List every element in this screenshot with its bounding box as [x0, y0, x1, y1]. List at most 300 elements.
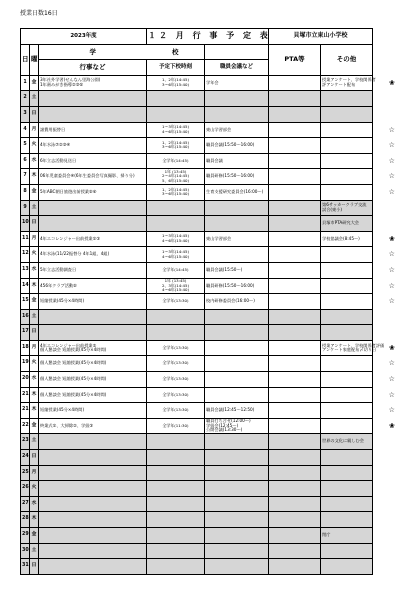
day-row	[21, 325, 411, 341]
event-cell-line: 4年エコレンジャー出前授業②	[40, 342, 97, 348]
dismissal-time-cell	[147, 200, 205, 216]
day-number: 28	[21, 512, 30, 528]
event-cell	[39, 278, 147, 294]
dismissal-time-cell	[147, 184, 205, 200]
staff-meeting-cell	[205, 184, 269, 200]
dismissal-time-cell	[147, 372, 205, 388]
staff-meeting-cell-line: 職員研修(15:50～16:00)	[206, 173, 255, 179]
day-of-week: 金	[30, 528, 39, 544]
day-number: 1	[21, 75, 30, 91]
pta-cell	[269, 512, 321, 528]
day-number: 27	[21, 496, 30, 512]
day-row	[21, 169, 411, 185]
day-row	[21, 247, 411, 263]
day-row	[21, 122, 411, 138]
event-cell	[39, 387, 147, 403]
day-of-week: 木	[30, 169, 39, 185]
header-gap	[205, 44, 269, 60]
dismissal-time-cell-line: 1年 (13:45)	[164, 277, 187, 283]
mark-cell	[373, 309, 411, 325]
staff-meeting-cell	[205, 434, 269, 450]
mark-cell	[373, 91, 411, 107]
staff-meeting-cell	[205, 450, 269, 466]
day-row	[21, 481, 411, 497]
pta-cell	[269, 200, 321, 216]
day-of-week: 月	[30, 465, 39, 481]
day-row	[21, 372, 411, 388]
event-cell	[39, 122, 147, 138]
day-number: 14	[21, 278, 30, 294]
day-row	[21, 418, 411, 434]
day-of-week: 水	[30, 153, 39, 169]
staff-meeting-cell-line: 職員会議(15:50～16:00)	[206, 142, 255, 148]
dismissal-time-cell-line: 全学年(13:30)	[162, 360, 189, 366]
dismissal-time-cell	[147, 387, 205, 403]
day-row	[21, 184, 411, 200]
pta-cell	[269, 294, 321, 310]
star-mark-icon: ☆	[373, 262, 411, 278]
day-number: 26	[21, 481, 30, 497]
staff-meeting-cell	[205, 512, 269, 528]
staff-meeting-cell	[205, 496, 269, 512]
col-events-header: 行事など	[39, 60, 147, 76]
dismissal-time-cell-line: 4～6年(15:40)	[162, 253, 189, 259]
event-cell-line: 456年クラブ活動⑤	[40, 282, 77, 288]
staff-meeting-cell-line: 生育支援研究委員会(16:00～)	[206, 188, 264, 194]
staff-meeting-cell-line: 職員打ち合せ(12:00～)	[206, 418, 251, 424]
flower-mark-icon: ❀	[373, 231, 411, 247]
pta-cell	[269, 247, 321, 263]
other-cell	[321, 496, 373, 512]
staff-meeting-cell	[205, 418, 269, 434]
mark-cell	[373, 106, 411, 122]
star-mark-icon: ☆	[373, 403, 411, 419]
event-cell	[39, 356, 147, 372]
day-number: 11	[21, 231, 30, 247]
pta-cell	[269, 434, 321, 450]
staff-meeting-cell-line: 学級会(12:45～)	[206, 422, 239, 428]
staff-meeting-cell	[205, 153, 269, 169]
event-cell	[39, 372, 147, 388]
other-cell	[321, 106, 373, 122]
dismissal-time-cell	[147, 559, 205, 575]
day-of-week: 月	[30, 340, 39, 356]
star-mark-icon: ☆	[373, 356, 411, 372]
dismissal-time-cell-line: 全学年(13:30)	[162, 376, 189, 382]
other-cell	[321, 200, 373, 216]
pta-cell	[269, 138, 321, 154]
pta-cell	[269, 481, 321, 497]
other-cell	[321, 543, 373, 559]
star-mark-icon: ☆	[373, 122, 411, 138]
dismissal-time-cell	[147, 481, 205, 497]
event-cell-line: 4年水泳(11/22振替分 4年1組、4組)	[40, 251, 110, 257]
staff-meeting-cell-line: 東山学習部会	[206, 235, 232, 241]
dismissal-time-cell	[147, 528, 205, 544]
staff-meeting-cell-line: 職員会議(15:50～)	[206, 266, 243, 272]
star-mark-icon: ☆	[373, 294, 411, 310]
event-cell	[39, 247, 147, 263]
day-of-week: 木	[30, 403, 39, 419]
pta-cell	[269, 216, 321, 232]
event-cell-line: 4年水泳⑦②③④	[40, 142, 71, 148]
other-cell	[321, 231, 373, 247]
col-kou-header: 校	[147, 44, 205, 60]
event-cell	[39, 309, 147, 325]
event-cell	[39, 262, 147, 278]
staff-meeting-cell-line: 公開会議(13:30～)	[206, 427, 243, 433]
day-number: 9	[21, 200, 30, 216]
day-number: 18	[21, 340, 30, 356]
other-cell	[321, 153, 373, 169]
dismissal-time-cell-line: 4～6年(15:40)	[162, 287, 189, 293]
staff-meeting-cell-line: 職員会議(12:45～12:50)	[206, 407, 255, 413]
dismissal-time-cell-line: 1～3年(14:45)	[162, 124, 189, 130]
event-cell	[39, 559, 147, 575]
pta-cell	[269, 106, 321, 122]
other-cell	[321, 247, 373, 263]
day-row	[21, 309, 411, 325]
day-row	[21, 496, 411, 512]
day-row	[21, 450, 411, 466]
dismissal-time-cell	[147, 122, 205, 138]
star-mark-icon: ☆	[373, 138, 411, 154]
pta-cell	[269, 403, 321, 419]
mark-cell	[373, 512, 411, 528]
day-row	[21, 387, 411, 403]
day-of-week: 土	[30, 200, 39, 216]
other-cell	[321, 450, 373, 466]
other-cell	[321, 559, 373, 575]
event-cell-line: 1年歯みがき指導②③⑤	[40, 82, 84, 88]
pta-cell	[269, 231, 321, 247]
school-days-note: 授業日数16日	[20, 10, 58, 17]
dismissal-time-cell-line: 1～3年(14:45)	[162, 249, 189, 255]
day-row	[21, 216, 411, 232]
col-pta-header: PTA等	[269, 44, 321, 75]
schedule-title: １２ 月 行 事 予 定 表	[147, 29, 269, 45]
day-number: 2	[21, 91, 30, 107]
dismissal-time-cell-line: 1～3年(14:45)	[162, 233, 189, 239]
col-dow-header: 曜	[30, 44, 39, 75]
day-row	[21, 138, 411, 154]
event-cell-line: 6年立志活動見送日	[40, 157, 77, 163]
day-of-week: 日	[30, 216, 39, 232]
day-number: 10	[21, 216, 30, 232]
dismissal-time-cell-line: 3～6年(15:40)	[162, 144, 189, 150]
dismissal-time-cell	[147, 91, 205, 107]
other-cell-line: 試合(東小)	[322, 206, 343, 212]
event-cell	[39, 216, 147, 232]
day-row	[21, 559, 411, 575]
day-number: 12	[21, 247, 30, 263]
event-cell	[39, 403, 147, 419]
dismissal-time-cell-line: 全学年(13:30)	[162, 391, 189, 397]
year-label: 2023年度	[21, 29, 147, 45]
header-row-1	[21, 44, 411, 60]
day-number: 4	[21, 122, 30, 138]
dismissal-time-cell-line: 全学年(13:30)	[162, 298, 189, 304]
dismissal-time-cell	[147, 465, 205, 481]
day-of-week: 木	[30, 278, 39, 294]
dismissal-time-cell	[147, 512, 205, 528]
day-number: 8	[21, 184, 30, 200]
other-cell	[321, 294, 373, 310]
day-of-week: 金	[30, 184, 39, 200]
event-cell	[39, 543, 147, 559]
flower-mark-icon: ❀	[373, 340, 411, 356]
day-of-week: 日	[30, 559, 39, 575]
staff-meeting-cell-line: 職員研修(15:50～16:00)	[206, 282, 255, 288]
dismissal-time-cell	[147, 262, 205, 278]
event-cell	[39, 200, 147, 216]
event-cell	[39, 434, 147, 450]
event-cell-line: 5年ABC朝日旅遊出前授業⑤⑥	[40, 188, 97, 194]
event-cell	[39, 325, 147, 341]
dismissal-time-cell	[147, 543, 205, 559]
day-row	[21, 278, 411, 294]
day-row	[21, 340, 411, 356]
day-number: 22	[21, 418, 30, 434]
event-cell-line: 個人懇談会 短縮授業(45分×4時間)	[40, 347, 107, 353]
event-cell	[39, 496, 147, 512]
dismissal-time-cell	[147, 75, 205, 91]
day-row	[21, 294, 411, 310]
school-name: 貝塚市立東山小学校	[269, 29, 373, 45]
day-row	[21, 91, 411, 107]
other-cell-line: 貝塚市PTA研究大会	[322, 220, 359, 226]
dismissal-time-cell	[147, 356, 205, 372]
day-row	[21, 512, 411, 528]
day-of-week: 土	[30, 543, 39, 559]
dismissal-time-cell-line: 1年 (13:45)	[164, 168, 187, 174]
event-cell-line: 終業式①、大掃除②、学級③	[40, 422, 94, 428]
day-number: 25	[21, 465, 30, 481]
day-number: 15	[21, 294, 30, 310]
event-cell	[39, 169, 147, 185]
day-number: 5	[21, 138, 30, 154]
staff-meeting-cell	[205, 465, 269, 481]
dismissal-time-cell-line: 1、2年(14:45)	[162, 186, 189, 192]
staff-meeting-cell	[205, 481, 269, 497]
day-of-week: 日	[30, 106, 39, 122]
dismissal-time-cell-line: 全学年(13:30)	[162, 407, 189, 413]
day-row	[21, 356, 411, 372]
pta-cell	[269, 528, 321, 544]
dismissal-time-cell	[147, 309, 205, 325]
other-cell	[321, 434, 373, 450]
day-number: 16	[21, 309, 30, 325]
star-mark-icon: ☆	[373, 372, 411, 388]
other-cell	[321, 387, 373, 403]
day-number: 6	[21, 153, 30, 169]
marker-header	[373, 29, 411, 45]
day-number: 19	[21, 356, 30, 372]
pta-cell	[269, 559, 321, 575]
other-cell-line: 第6サッカークラブ交流	[322, 202, 367, 208]
other-cell	[321, 403, 373, 419]
event-cell	[39, 528, 147, 544]
pta-cell	[269, 372, 321, 388]
event-cell-line: 個人懇談会 短縮授業(45分×4時間)	[40, 376, 107, 382]
day-of-week: 水	[30, 496, 39, 512]
pta-cell	[269, 122, 321, 138]
day-number: 31	[21, 559, 30, 575]
day-number: 30	[21, 543, 30, 559]
event-cell	[39, 91, 147, 107]
other-cell	[321, 169, 373, 185]
dismissal-time-cell	[147, 138, 205, 154]
mark-cell	[373, 434, 411, 450]
other-cell	[321, 138, 373, 154]
pta-cell	[269, 325, 321, 341]
other-cell	[321, 184, 373, 200]
day-of-week: 火	[30, 481, 39, 497]
staff-meeting-cell	[205, 559, 269, 575]
event-cell-line: 4年エコレンジャー出前授業①③	[40, 235, 101, 241]
event-cell-line: 3年社外学習(せんなん里海公園)	[40, 77, 101, 83]
pta-cell	[269, 340, 321, 356]
staff-meeting-cell	[205, 106, 269, 122]
day-row	[21, 262, 411, 278]
dismissal-time-cell	[147, 231, 205, 247]
mark-cell	[373, 200, 411, 216]
event-cell-line: 個人懇談会 短縮授業(45分×4時間)	[40, 360, 107, 366]
other-cell	[321, 122, 373, 138]
pta-cell	[269, 169, 321, 185]
staff-meeting-cell	[205, 309, 269, 325]
day-number: 23	[21, 434, 30, 450]
event-cell	[39, 184, 147, 200]
event-cell	[39, 481, 147, 497]
day-number: 17	[21, 325, 30, 341]
pta-cell	[269, 75, 321, 91]
other-cell-line: 授業アンケート、学校関係者評価	[322, 342, 385, 348]
pta-cell	[269, 465, 321, 481]
other-cell-line: 学校協議会(8:45～)	[322, 235, 360, 241]
dismissal-time-cell	[147, 278, 205, 294]
event-cell	[39, 138, 147, 154]
event-cell	[39, 153, 147, 169]
day-row	[21, 403, 411, 419]
day-of-week: 土	[30, 309, 39, 325]
staff-meeting-cell-line: 職員会議	[206, 157, 223, 163]
mark-cell	[373, 559, 411, 575]
star-mark-icon: ☆	[373, 184, 411, 200]
other-cell-line: 評アンケート配布	[322, 82, 356, 88]
other-cell-line: 閉庁	[322, 532, 331, 537]
dismissal-time-cell	[147, 153, 205, 169]
event-cell	[39, 106, 147, 122]
mark-cell	[373, 528, 411, 544]
pta-cell	[269, 184, 321, 200]
pta-cell	[269, 450, 321, 466]
dismissal-time-cell-line: 2～4年(14:45)	[162, 173, 189, 179]
day-of-week: 火	[30, 138, 39, 154]
day-of-week: 月	[30, 122, 39, 138]
dismissal-time-cell	[147, 216, 205, 232]
day-row	[21, 106, 411, 122]
day-row	[21, 200, 411, 216]
pta-cell	[269, 153, 321, 169]
staff-meeting-cell	[205, 122, 269, 138]
dismissal-time-cell-line: 2、3年(14:45)	[162, 282, 189, 288]
schedule-table	[20, 28, 411, 575]
staff-meeting-cell	[205, 528, 269, 544]
day-number: 20	[21, 372, 30, 388]
event-cell-line: 個人懇談会 短縮授業(45分×4時間)	[40, 391, 107, 397]
dismissal-time-cell	[147, 450, 205, 466]
staff-meeting-cell	[205, 247, 269, 263]
staff-meeting-cell	[205, 340, 269, 356]
staff-meeting-cell	[205, 262, 269, 278]
col-dismissal-header: 予定下校時刻	[147, 60, 205, 76]
mark-cell	[373, 496, 411, 512]
event-cell	[39, 465, 147, 481]
day-number: 3	[21, 106, 30, 122]
dismissal-time-cell-line: 4～6年(15:40)	[162, 128, 189, 134]
star-mark-icon: ☆	[373, 153, 411, 169]
star-mark-icon: ☆	[373, 278, 411, 294]
event-cell-line: 短縮授業(45分×4時間)	[40, 298, 85, 304]
dismissal-time-cell	[147, 418, 205, 434]
pta-cell	[269, 387, 321, 403]
event-cell	[39, 418, 147, 434]
day-row	[21, 75, 411, 91]
event-cell	[39, 450, 147, 466]
other-cell	[321, 309, 373, 325]
staff-meeting-cell	[205, 169, 269, 185]
dismissal-time-cell-line: 全学年(13:30)	[162, 344, 189, 350]
other-cell	[321, 262, 373, 278]
dismissal-time-cell	[147, 340, 205, 356]
col-staff-header: 職員会議など	[205, 60, 269, 76]
event-cell	[39, 75, 147, 91]
mark-cell	[373, 481, 411, 497]
pta-cell	[269, 543, 321, 559]
dismissal-time-cell-line: 1、2年(14:45)	[162, 139, 189, 145]
mark-cell	[373, 543, 411, 559]
day-of-week: 木	[30, 387, 39, 403]
star-mark-icon: ☆	[373, 387, 411, 403]
other-cell	[321, 372, 373, 388]
other-cell	[321, 512, 373, 528]
dismissal-time-cell	[147, 325, 205, 341]
staff-meeting-cell	[205, 543, 269, 559]
day-of-week: 日	[30, 325, 39, 341]
pta-cell	[269, 496, 321, 512]
other-cell	[321, 481, 373, 497]
day-row	[21, 543, 411, 559]
event-cell-line: 短縮授業(45分×4時間)	[40, 407, 85, 413]
staff-meeting-cell	[205, 403, 269, 419]
star-mark-icon: ☆	[373, 247, 411, 263]
dismissal-time-cell	[147, 106, 205, 122]
day-row	[21, 434, 411, 450]
dismissal-time-cell-line: 1、2年(14:45)	[162, 77, 189, 83]
other-cell-line: 世界の文化に親しむ会	[322, 438, 364, 444]
staff-meeting-cell	[205, 200, 269, 216]
day-of-week: 金	[30, 418, 39, 434]
other-cell	[321, 91, 373, 107]
mark-cell	[373, 216, 411, 232]
other-cell	[321, 465, 373, 481]
day-of-week: 火	[30, 356, 39, 372]
other-cell	[321, 216, 373, 232]
staff-meeting-cell	[205, 138, 269, 154]
pta-cell	[269, 91, 321, 107]
day-of-week: 月	[30, 231, 39, 247]
